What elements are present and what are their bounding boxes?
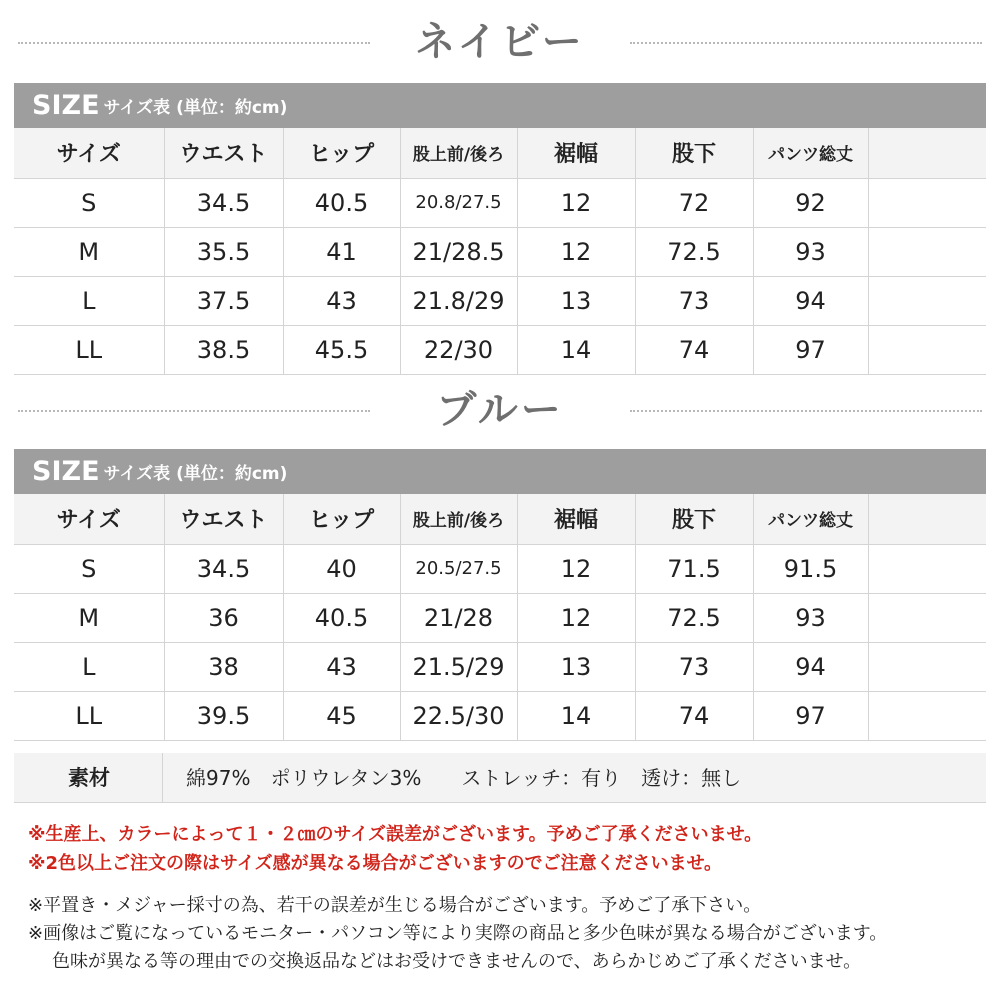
- empty-cell: [868, 178, 986, 227]
- table-cell: 74: [635, 325, 753, 374]
- column-header: サイズ: [14, 494, 164, 544]
- column-header-row: [14, 494, 986, 544]
- table-cell: 12: [517, 593, 635, 642]
- note: ※平置き・メジャー採寸の為、若干の誤差が生じる場合がございます。予めご了承下さい。: [28, 895, 762, 916]
- column-header: 裾幅: [517, 494, 635, 544]
- empty-cell: [868, 276, 986, 325]
- empty-cell: [868, 494, 986, 544]
- table-cell: 92: [753, 178, 868, 227]
- size-cell: L: [14, 642, 164, 691]
- table-row: [14, 276, 986, 325]
- size-cell: L: [14, 276, 164, 325]
- table-cell: 12: [517, 227, 635, 276]
- dotted-divider: [630, 410, 982, 412]
- table-cell: 72.5: [635, 227, 753, 276]
- table-cell: 20.8/27.5: [400, 178, 517, 227]
- table-cell: 73: [635, 276, 753, 325]
- table-cell: 14: [517, 691, 635, 740]
- table-cell: 34.5: [164, 178, 283, 227]
- size-cell: LL: [14, 325, 164, 374]
- table-cell: 21.5/29: [400, 642, 517, 691]
- size-cell: S: [14, 178, 164, 227]
- table-cell: 13: [517, 276, 635, 325]
- empty-cell: [868, 544, 986, 593]
- table-cell: 40: [283, 544, 400, 593]
- table-row: [14, 227, 986, 276]
- empty-cell: [868, 593, 986, 642]
- table-row: [14, 642, 986, 691]
- column-header: 股上前/後ろ: [400, 494, 517, 544]
- empty-cell: [868, 325, 986, 374]
- table-cell: 13: [517, 642, 635, 691]
- table-cell: 22.5/30: [400, 691, 517, 740]
- table-cell: 12: [517, 178, 635, 227]
- table-cell: 21/28.5: [400, 227, 517, 276]
- table-cell: 41: [283, 227, 400, 276]
- table-cell: 40.5: [283, 593, 400, 642]
- table-cell: 71.5: [635, 544, 753, 593]
- note: ※画像はご覧になっているモニター・パソコン等により実際の商品と多少色味が異なる場合がございます。: [28, 923, 888, 944]
- column-header: 股下: [635, 494, 753, 544]
- table-cell: 74: [635, 691, 753, 740]
- table-cell: 35.5: [164, 227, 283, 276]
- column-header: パンツ総丈: [753, 128, 868, 178]
- table-cell: 94: [753, 642, 868, 691]
- table-row: [14, 325, 986, 374]
- column-header-row: [14, 128, 986, 178]
- size-table-header: SIZE サイズ表 (単位：約cm): [14, 83, 986, 128]
- dotted-divider: [630, 42, 982, 44]
- table-cell: 40.5: [283, 178, 400, 227]
- size-cell: LL: [14, 691, 164, 740]
- size-cell: S: [14, 544, 164, 593]
- table-cell: 36: [164, 593, 283, 642]
- column-header: パンツ総丈: [753, 494, 868, 544]
- table-cell: 21.8/29: [400, 276, 517, 325]
- table-cell: 45.5: [283, 325, 400, 374]
- table-cell: 34.5: [164, 544, 283, 593]
- column-header: ヒップ: [283, 494, 400, 544]
- table-cell: 14: [517, 325, 635, 374]
- table-cell: 72.5: [635, 593, 753, 642]
- empty-cell: [868, 642, 986, 691]
- table-cell: 45: [283, 691, 400, 740]
- column-header: ヒップ: [283, 128, 400, 178]
- table-cell: 20.5/27.5: [400, 544, 517, 593]
- column-header: 股下: [635, 128, 753, 178]
- size-cell: M: [14, 593, 164, 642]
- table-row: [14, 691, 986, 740]
- table-cell: 94: [753, 276, 868, 325]
- dotted-divider: [18, 42, 370, 44]
- material-label: 素材: [68, 766, 110, 790]
- table-cell: 38: [164, 642, 283, 691]
- section-title-text: ブルー: [436, 387, 564, 433]
- navy-size-table: [14, 83, 986, 375]
- table-cell: 43: [283, 276, 400, 325]
- table-row: [14, 593, 986, 642]
- column-header: ウエスト: [164, 494, 283, 544]
- table-cell: 39.5: [164, 691, 283, 740]
- blue-section-title: [0, 385, 1000, 435]
- navy-section-title: [0, 17, 1000, 67]
- empty-cell: [868, 227, 986, 276]
- material-row: [14, 753, 986, 803]
- table-cell: 12: [517, 544, 635, 593]
- table-row: [14, 544, 986, 593]
- empty-cell: [868, 128, 986, 178]
- table-cell: 73: [635, 642, 753, 691]
- table-cell: 43: [283, 642, 400, 691]
- blue-size-table: [14, 449, 986, 741]
- table-cell: 21/28: [400, 593, 517, 642]
- section-title-text: ネイビー: [415, 19, 585, 65]
- column-header: ウエスト: [164, 128, 283, 178]
- table-cell: 72: [635, 178, 753, 227]
- table-cell: 93: [753, 227, 868, 276]
- size-cell: M: [14, 227, 164, 276]
- table-row: [14, 178, 986, 227]
- table-cell: 93: [753, 593, 868, 642]
- column-header: サイズ: [14, 128, 164, 178]
- table-cell: 38.5: [164, 325, 283, 374]
- table-cell: 91.5: [753, 544, 868, 593]
- column-header: 裾幅: [517, 128, 635, 178]
- note-red: ※2色以上ご注文の際はサイズ感が異なる場合がございますのでご注意くださいませ。: [28, 853, 723, 874]
- column-header: 股上前/後ろ: [400, 128, 517, 178]
- table-cell: 97: [753, 325, 868, 374]
- note-red: ※生産上、カラーによって１・２㎝のサイズ誤差がございます。予めご了承くださいませ。: [28, 824, 763, 845]
- empty-cell: [868, 691, 986, 740]
- material-value: 綿97% ポリウレタン3% ストレッチ：有り 透け：無し: [186, 766, 742, 790]
- size-table-header: SIZE サイズ表 (単位：約cm): [14, 449, 986, 494]
- note: 色味が異なる等の理由での交換返品などはお受けできませんので、あらかじめご了承くださいませ。: [52, 951, 862, 972]
- dotted-divider: [18, 410, 370, 412]
- table-cell: 97: [753, 691, 868, 740]
- divider: [162, 753, 163, 803]
- table-cell: 37.5: [164, 276, 283, 325]
- table-cell: 22/30: [400, 325, 517, 374]
